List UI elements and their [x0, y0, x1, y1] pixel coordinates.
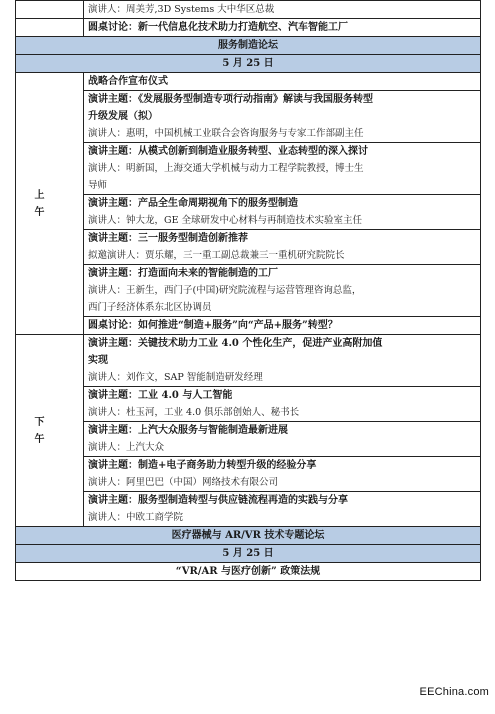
session-row [16, 387, 481, 422]
forum-date: 5 月 25 日 [16, 545, 481, 563]
session-speaker: 演讲人：惠明，中国机械工业联合会咨询服务与专家工作部副主任 [88, 128, 364, 139]
session-topic: 升级发展（拟） [88, 111, 158, 122]
forum-title: 医疗器械与 AR/VR 技术专题论坛 [16, 527, 481, 545]
forum-title-row [16, 527, 481, 545]
session-row [16, 91, 481, 143]
forum-title-row [16, 37, 481, 55]
session-row [16, 230, 481, 265]
session-speaker: 演讲人：中欧工商学院 [88, 512, 184, 523]
forum-title: 服务制造论坛 [16, 37, 481, 55]
session-topic: 演讲主题：三一服务型制造创新推荐 [88, 233, 248, 244]
session-speaker: 演讲人：钟大龙，GE 全球研发中心材料与再制造技术实验室主任 [88, 215, 363, 226]
forum-date: 5 月 25 日 [16, 55, 481, 73]
session-speaker: 演讲人：杜玉河，工业 4.0 俱乐部创始人、秘书长 [88, 407, 300, 418]
session-row [16, 492, 481, 527]
roundtable-text: 圆桌讨论：新一代信息化技术助力打造航空、汽车智能工厂 [84, 19, 481, 37]
session-row [16, 422, 481, 457]
speaker-text: 演讲人：周美芳,3D Systems 大中华区总裁 [88, 4, 275, 15]
session-topic: 演讲主题：制造+电子商务助力转型升级的经验分享 [88, 460, 317, 471]
watermark-logo: EEChina.com [419, 686, 489, 698]
forum-date-row [16, 545, 481, 563]
session-topic: 实现 [88, 355, 108, 366]
schedule-table [15, 0, 481, 581]
session-row [16, 335, 481, 387]
row-roundtable-top [16, 19, 481, 37]
session-topic: 演讲主题：从模式创新到制造业服务转型、业态转型的深入探讨 [88, 146, 368, 157]
row-ceremony [16, 73, 481, 91]
session-speaker: 演讲人：刘作文，SAP 智能制造研发经理 [88, 372, 263, 383]
session-topic: 演讲主题：打造面向未来的智能制造的工厂 [88, 268, 278, 279]
session-speaker: 演讲人：上汽大众 [88, 442, 165, 453]
session-speaker: 演讲人：王新生，西门子(中国)研究院流程与运营管理咨询总监， [88, 285, 362, 296]
session-speaker: 西门子经济体系东北区协调员 [88, 302, 212, 313]
session-row [16, 195, 481, 230]
session-speaker: 演讲人：阿里巴巴（中国）网络技术有限公司 [88, 477, 279, 488]
session-topic: 演讲主题：工业 4.0 与人工智能 [88, 390, 233, 401]
period-afternoon: 下午 [16, 335, 84, 527]
row-roundtable-morning [16, 317, 481, 335]
policy-text: “VR/AR 与医疗创新” 政策法规 [16, 563, 481, 581]
period-morning: 上午 [16, 73, 84, 335]
session-topic: 演讲主题：产品全生命周期视角下的服务型制造 [88, 198, 298, 209]
session-topic: 演讲主题：《发展服务型制造专项行动指南》解读与我国服务转型 [88, 94, 373, 105]
session-topic: 演讲主题：关键技术助力工业 4.0 个性化生产，促进产业高附加值 [88, 338, 383, 349]
session-row [16, 265, 481, 317]
roundtable-text: 圆桌讨论：如何推进“制造+服务”向“产品+服务”转型？ [84, 317, 481, 335]
session-topic: 演讲主题：服务型制造转型与供应链流程再造的实践与分享 [88, 495, 348, 506]
session-topic: 演讲主题：上汽大众服务与智能制造最新进展 [88, 425, 288, 436]
session-speaker: 演讲人：明新国，上海交通大学机械与动力工程学院教授，博士生 [88, 163, 364, 174]
session-speaker: 导师 [88, 180, 108, 191]
forum-date-row [16, 55, 481, 73]
policy-row [16, 563, 481, 581]
session-row [16, 143, 481, 195]
row-speaker-top [16, 1, 481, 19]
ceremony-text: 战略合作宣布仪式 [84, 73, 481, 91]
session-speaker: 拟邀演讲人：贾乐耀，三一重工副总裁兼三一重机研究院院长 [88, 250, 345, 261]
session-row [16, 457, 481, 492]
